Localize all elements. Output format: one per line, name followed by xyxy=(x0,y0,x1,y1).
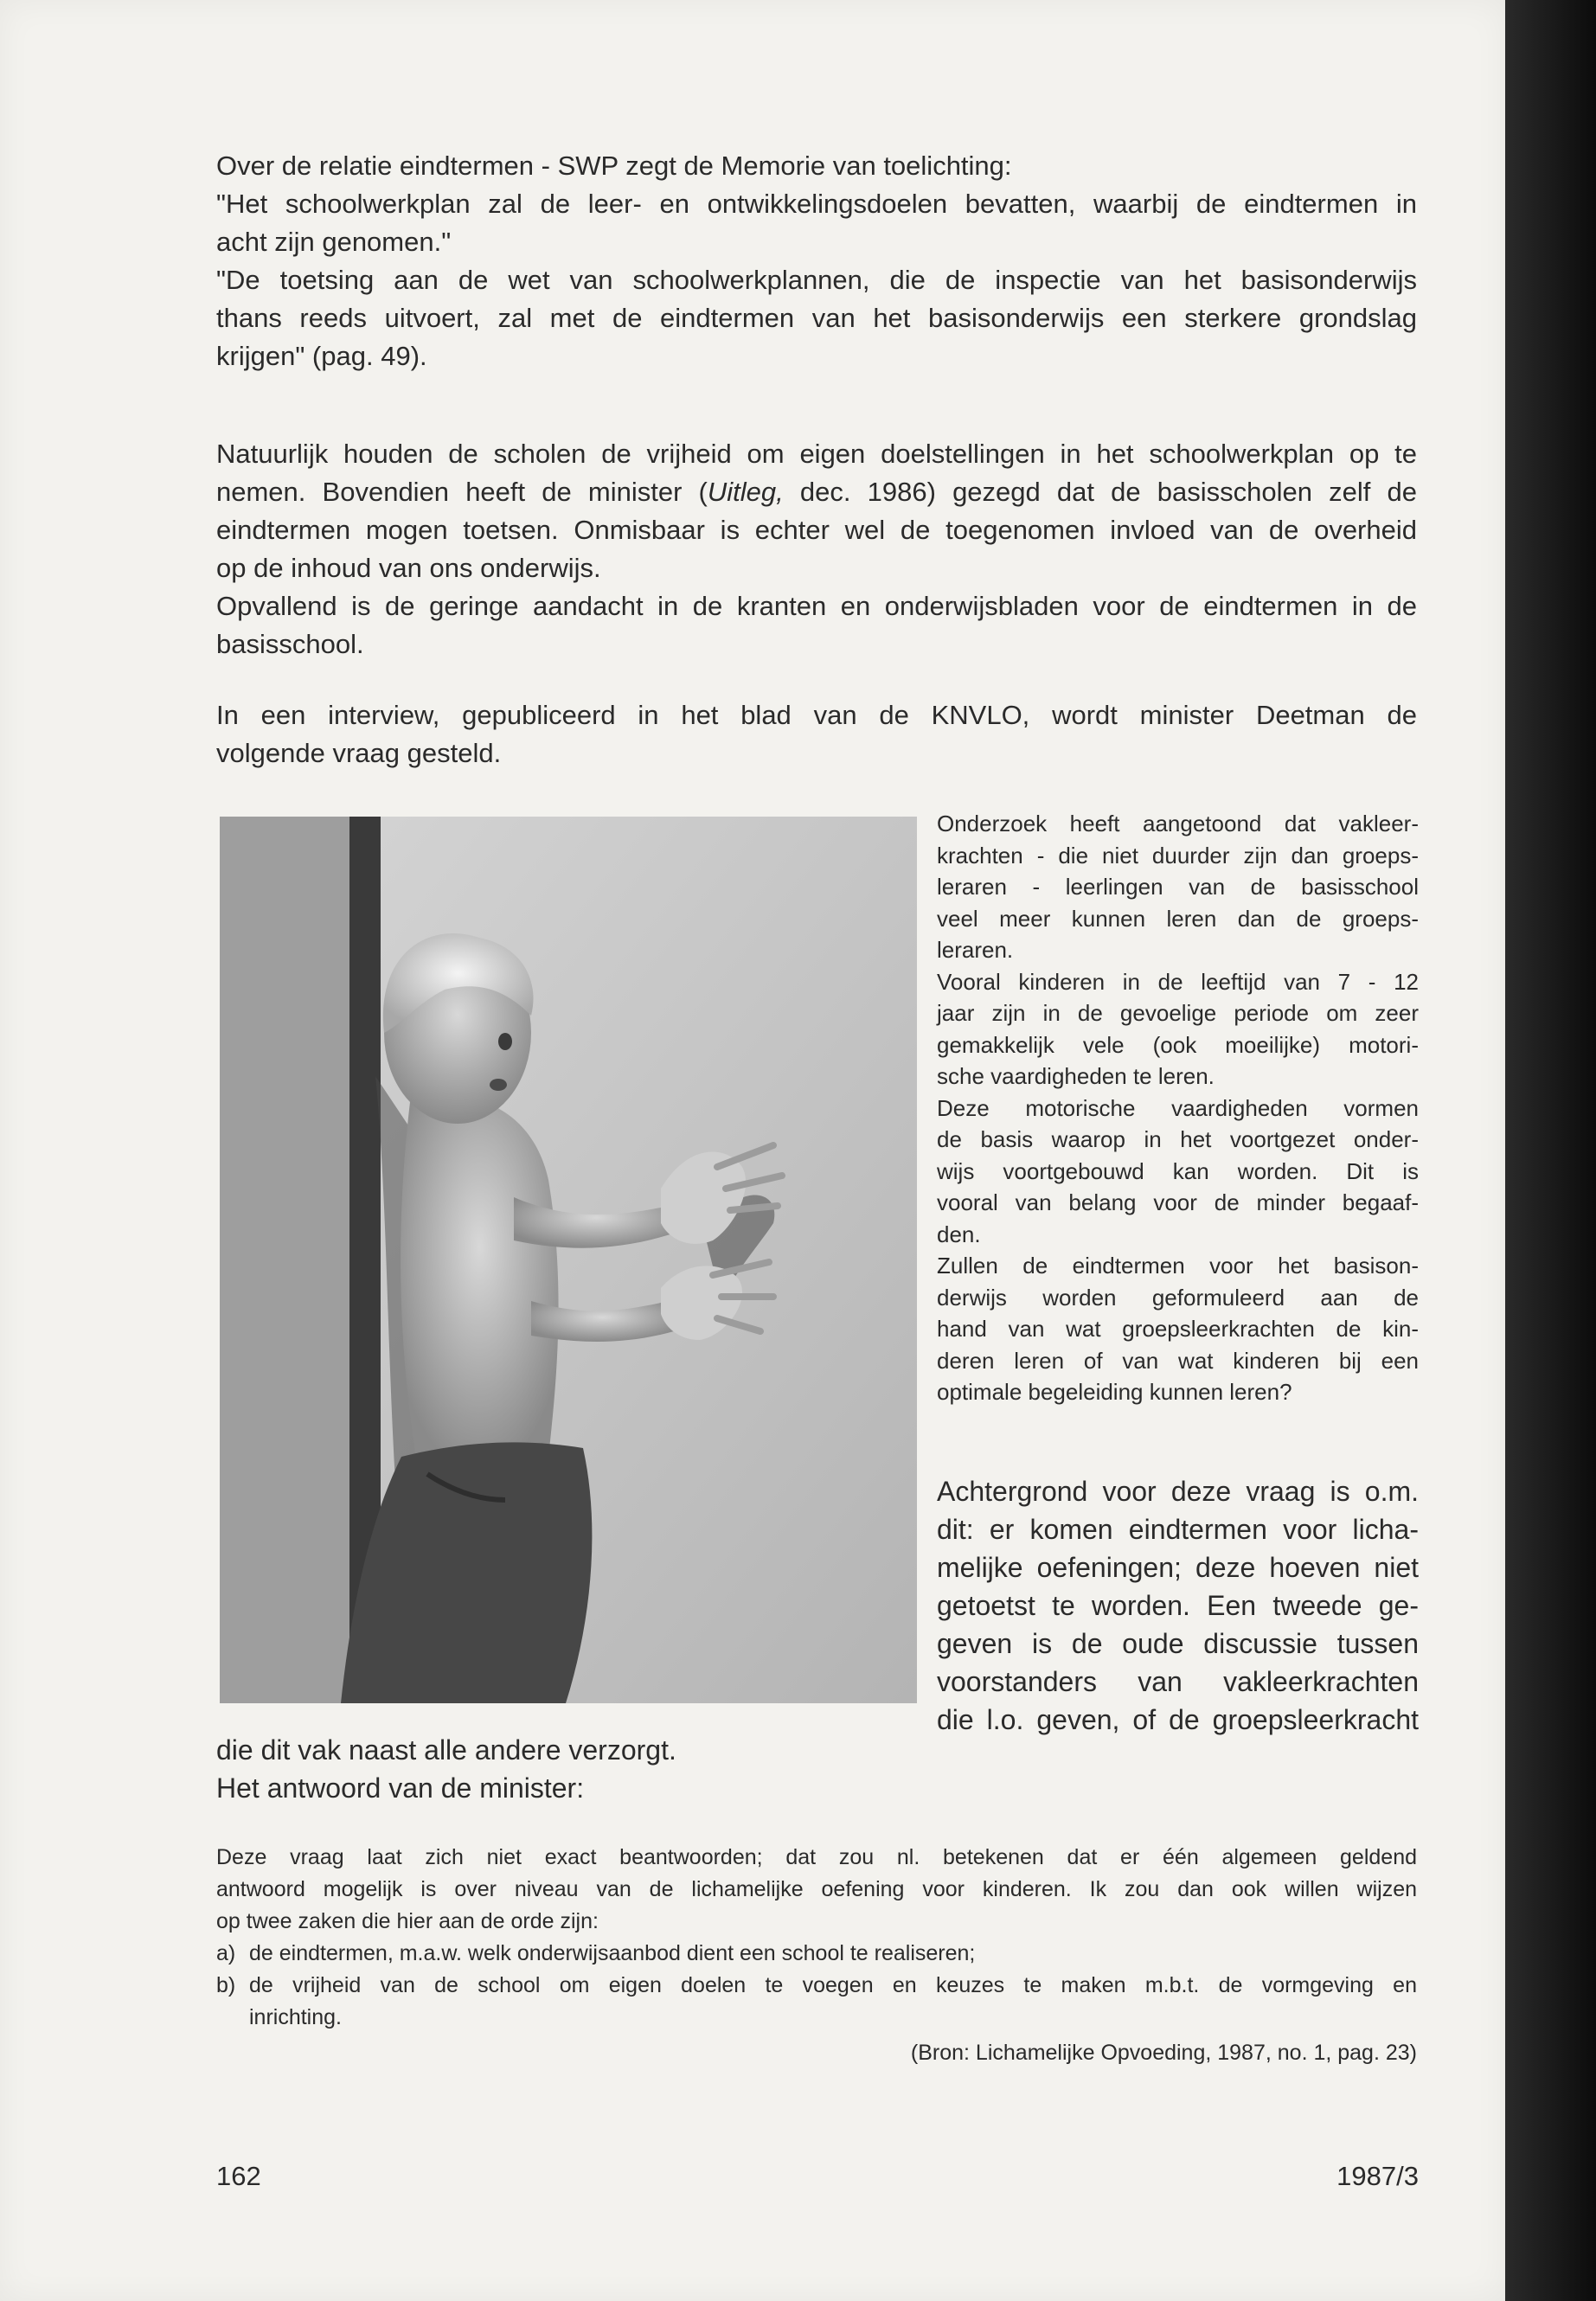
sidebar-background xyxy=(937,1472,1419,1739)
text-line: leraren - leerlingen van de basisschool xyxy=(937,874,1419,900)
text-line: derwijs worden geformuleerd aan de xyxy=(937,1284,1419,1311)
text-line: op twee zaken die hier aan de orde zijn: xyxy=(216,1909,599,1933)
text-line: "Het schoolwerkplan zal de leer- en ontwikkelingsdoelen bevatten, waarbij de eindtermen in xyxy=(216,189,1417,219)
italic-title: Uitleg, xyxy=(707,477,784,507)
text-line: de eindtermen, m.a.w. welk onderwijsaanbod dient een school te realiseren; xyxy=(249,1941,976,1965)
text-line: inrichting. xyxy=(249,2005,342,2029)
text-line: basisschool. xyxy=(216,629,364,659)
text-line: veel meer kunnen leren dan de groeps- xyxy=(937,905,1419,932)
issue-number: 1987/3 xyxy=(1336,2161,1419,2191)
text-line: vooral van belang voor de minder begaaf- xyxy=(937,1189,1419,1215)
text-segment: nemen. Bovendien heeft de minister ( xyxy=(216,477,708,507)
text-line: Vooral kinderen in de leeftijd van 7 - 12 xyxy=(937,968,1419,995)
text-line: eindtermen mogen toetsen. Onmisbaar is echter wel de toegenomen invloed van de overheid xyxy=(216,515,1417,545)
source-citation: (Bron: Lichamelijke Opvoeding, 1987, no. 1, pag. 23) xyxy=(910,2041,1417,2065)
text-line xyxy=(216,473,1417,511)
scan-edge xyxy=(1505,0,1596,2301)
text-line: Zullen de eindtermen voor het basison- xyxy=(937,1253,1419,1279)
answer-item-b xyxy=(216,1970,1417,2034)
text-line: dit: er komen eindtermen voor licha- xyxy=(937,1514,1419,1545)
text-line: In een interview, gepubliceerd in het blad van de KNVLO, wordt minister Deetman de xyxy=(216,700,1417,730)
text-line: leraren. xyxy=(937,937,1014,963)
text-line: de basis waarop in het voortgezet onder- xyxy=(937,1126,1419,1152)
paragraph-memorie xyxy=(216,147,1417,375)
page-number: 162 xyxy=(216,2161,261,2191)
paragraph-vrijheid xyxy=(216,435,1417,663)
sidebar-question xyxy=(937,808,1419,1408)
list-marker: a) xyxy=(216,1941,236,1965)
text-line: volgende vraag gesteld. xyxy=(216,738,502,768)
text-line: Het antwoord van de minister: xyxy=(216,1772,585,1804)
text-line: hand van wat groepsleerkrachten de kin- xyxy=(937,1316,1419,1342)
text-line: optimale begeleiding kunnen leren? xyxy=(937,1379,1292,1405)
text-line: jaar zijn in de gevoelige periode om zeer xyxy=(937,1000,1419,1026)
text-line: Natuurlijk houden de scholen de vrijheid om eigen doelstellingen in het schoolwerkplan op te xyxy=(216,439,1417,469)
text-line: de vrijheid van de school om eigen doelen te voegen en keuzes te maken m.b.t. de vormgeving en xyxy=(249,1973,1417,1997)
text-line: krachten - die niet duurder zijn dan groeps- xyxy=(937,842,1419,868)
text-line: sche vaardigheden te leren. xyxy=(937,1063,1215,1089)
text-line: "De toetsing aan de wet van schoolwerkplannen, die de inspectie van het basisonderwijs xyxy=(216,265,1417,295)
text-line: thans reeds uitvoert, zal met de eindtermen van het basisonderwijs een sterkere grondslag xyxy=(216,303,1417,333)
text-line: krijgen" (pag. 49). xyxy=(216,341,427,371)
text-line: geven is de oude discussie tussen xyxy=(937,1628,1419,1659)
text-line: Achtergrond voor deze vraag is o.m. xyxy=(937,1476,1419,1507)
paragraph-continuation xyxy=(216,1731,1417,1807)
list-item-text xyxy=(249,1970,1417,2034)
photo-illustration xyxy=(220,817,917,1703)
text-line: antwoord mogelijk is over niveau van de lichamelijke oefening voor kinderen. Ik zou dan ook willen wijzen xyxy=(216,1877,1417,1901)
answer-item-a xyxy=(216,1938,1417,1970)
minister-answer xyxy=(216,1842,1417,2069)
text-line: melijke oefeningen; deze hoeven niet xyxy=(937,1552,1419,1583)
list-marker: b) xyxy=(216,1973,236,1997)
text-line: Deze motorische vaardigheden vormen xyxy=(937,1094,1419,1121)
text-line: den. xyxy=(937,1221,981,1247)
text-segment: dec. 1986) gezegd dat de basisscholen zelf de xyxy=(783,477,1417,507)
text-line: die l.o. geven, of de groepsleerkracht xyxy=(937,1704,1419,1735)
photo-boy-catching xyxy=(220,817,917,1703)
text-line: acht zijn genomen." xyxy=(216,227,452,257)
text-line: Opvallend is de geringe aandacht in de kranten en onderwijsbladen voor de eindtermen in de xyxy=(216,591,1417,621)
text-line: Deze vraag laat zich niet exact beantwoorden; dat zou nl. betekenen dat er één algemeen geldend xyxy=(216,1845,1417,1869)
text-line: wijs voortgebouwd kan worden. Dit is xyxy=(937,1157,1419,1184)
text-line: Onderzoek heeft aangetoond dat vakleer- xyxy=(937,811,1419,836)
paragraph-interview xyxy=(216,696,1417,772)
text-line: deren leren of van wat kinderen bij een xyxy=(937,1347,1419,1374)
text-line: voorstanders van vakleerkrachten xyxy=(937,1666,1419,1697)
text-line: getoetst te worden. Een tweede ge- xyxy=(937,1590,1419,1621)
text-line: gemakkelijk vele (ook moeilijke) motori- xyxy=(937,1031,1419,1058)
text-line: op de inhoud van ons onderwijs. xyxy=(216,553,601,583)
text-line: Over de relatie eindtermen - SWP zegt de Memorie van toelichting: xyxy=(216,151,1012,181)
text-line: die dit vak naast alle andere verzorgt. xyxy=(216,1734,676,1766)
